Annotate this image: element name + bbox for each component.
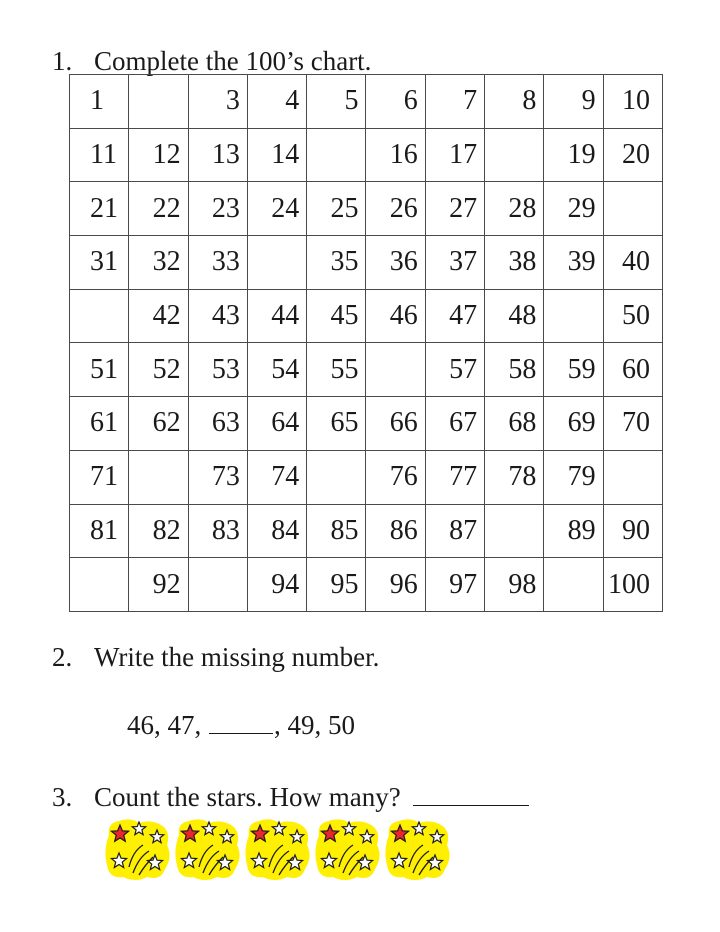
chart-cell: 61 xyxy=(70,397,129,451)
chart-cell: 86 xyxy=(366,504,425,558)
chart-cell: 6 xyxy=(366,75,425,129)
star-group-icon xyxy=(383,817,453,883)
star-group-icon xyxy=(173,817,243,883)
chart-cell: 73 xyxy=(188,450,247,504)
chart-cell: 100 xyxy=(603,558,662,612)
chart-row xyxy=(70,128,663,182)
chart-cell: 74 xyxy=(247,450,306,504)
chart-cell: 42 xyxy=(129,289,188,343)
chart-cell: 25 xyxy=(307,182,366,236)
chart-cell: 50 xyxy=(603,289,662,343)
sequence-after: , 49, 50 xyxy=(274,710,355,740)
chart-cell: 43 xyxy=(188,289,247,343)
star-group-icon xyxy=(313,817,383,883)
chart-cell: 65 xyxy=(307,397,366,451)
chart-cell: 28 xyxy=(485,182,544,236)
chart-cell: 85 xyxy=(307,504,366,558)
chart-cell: 84 xyxy=(247,504,306,558)
chart-cell: 14 xyxy=(247,128,306,182)
chart-cell: 68 xyxy=(485,397,544,451)
chart-cell: 66 xyxy=(366,397,425,451)
question-3-title xyxy=(52,782,529,812)
chart-cell: 83 xyxy=(188,504,247,558)
sequence-before: 46, 47, xyxy=(127,710,208,740)
chart-cell: 4 xyxy=(247,75,306,129)
chart-cell[interactable] xyxy=(70,289,129,343)
chart-cell: 36 xyxy=(366,236,425,290)
chart-row xyxy=(70,450,663,504)
chart-cell: 53 xyxy=(188,343,247,397)
chart-cell: 89 xyxy=(544,504,603,558)
question-3-number: 3. xyxy=(52,782,73,812)
chart-cell: 1 xyxy=(70,75,129,129)
star-group-icon xyxy=(103,817,173,883)
chart-cell[interactable] xyxy=(603,182,662,236)
chart-cell: 48 xyxy=(485,289,544,343)
chart-cell: 60 xyxy=(603,343,662,397)
chart-cell: 79 xyxy=(544,450,603,504)
chart-cell: 58 xyxy=(485,343,544,397)
chart-cell: 76 xyxy=(366,450,425,504)
chart-cell: 21 xyxy=(70,182,129,236)
chart-cell: 12 xyxy=(129,128,188,182)
hundreds-chart xyxy=(69,74,663,612)
chart-cell: 16 xyxy=(366,128,425,182)
chart-cell: 82 xyxy=(129,504,188,558)
chart-cell: 13 xyxy=(188,128,247,182)
star-group-icon xyxy=(243,817,313,883)
chart-cell: 97 xyxy=(425,558,484,612)
chart-cell: 3 xyxy=(188,75,247,129)
chart-cell: 59 xyxy=(544,343,603,397)
chart-cell: 24 xyxy=(247,182,306,236)
chart-cell: 95 xyxy=(307,558,366,612)
chart-cell: 37 xyxy=(425,236,484,290)
chart-cell: 64 xyxy=(247,397,306,451)
chart-cell[interactable] xyxy=(307,128,366,182)
star-count-blank[interactable] xyxy=(413,785,529,806)
number-sequence xyxy=(127,710,355,741)
chart-cell: 47 xyxy=(425,289,484,343)
chart-cell: 77 xyxy=(425,450,484,504)
chart-cell: 31 xyxy=(70,236,129,290)
chart-cell: 94 xyxy=(247,558,306,612)
chart-cell[interactable] xyxy=(366,343,425,397)
chart-cell: 98 xyxy=(485,558,544,612)
chart-cell: 69 xyxy=(544,397,603,451)
chart-cell: 52 xyxy=(129,343,188,397)
question-3-text: Count the stars. How many? xyxy=(94,782,401,812)
chart-row xyxy=(70,182,663,236)
chart-cell: 92 xyxy=(129,558,188,612)
chart-cell: 63 xyxy=(188,397,247,451)
chart-cell: 96 xyxy=(366,558,425,612)
chart-cell: 87 xyxy=(425,504,484,558)
chart-cell: 67 xyxy=(425,397,484,451)
chart-cell: 17 xyxy=(425,128,484,182)
chart-row xyxy=(70,236,663,290)
chart-cell: 32 xyxy=(129,236,188,290)
chart-cell: 26 xyxy=(366,182,425,236)
chart-cell: 71 xyxy=(70,450,129,504)
question-2-title xyxy=(52,642,379,672)
missing-number-blank[interactable] xyxy=(209,713,273,734)
chart-cell: 23 xyxy=(188,182,247,236)
chart-cell: 78 xyxy=(485,450,544,504)
chart-cell: 5 xyxy=(307,75,366,129)
chart-cell: 57 xyxy=(425,343,484,397)
chart-cell: 51 xyxy=(70,343,129,397)
chart-cell[interactable] xyxy=(307,450,366,504)
chart-cell: 90 xyxy=(603,504,662,558)
question-2-text: Write the missing number. xyxy=(94,642,380,672)
chart-cell: 38 xyxy=(485,236,544,290)
chart-cell: 22 xyxy=(129,182,188,236)
chart-cell: 70 xyxy=(603,397,662,451)
chart-cell[interactable] xyxy=(485,128,544,182)
chart-cell[interactable] xyxy=(188,558,247,612)
chart-row xyxy=(70,558,663,612)
chart-row xyxy=(70,397,663,451)
chart-cell: 8 xyxy=(485,75,544,129)
chart-cell: 27 xyxy=(425,182,484,236)
chart-cell: 19 xyxy=(544,128,603,182)
chart-cell: 55 xyxy=(307,343,366,397)
chart-cell[interactable] xyxy=(544,558,603,612)
chart-cell: 20 xyxy=(603,128,662,182)
question-1-text: Complete the 100’s chart. xyxy=(94,46,372,76)
chart-cell: 10 xyxy=(603,75,662,129)
chart-cell: 35 xyxy=(307,236,366,290)
chart-cell[interactable] xyxy=(129,75,188,129)
chart-row xyxy=(70,75,663,129)
chart-cell[interactable] xyxy=(129,450,188,504)
star-groups xyxy=(103,817,453,883)
chart-cell: 81 xyxy=(70,504,129,558)
chart-cell: 39 xyxy=(544,236,603,290)
chart-cell[interactable] xyxy=(544,289,603,343)
chart-cell: 9 xyxy=(544,75,603,129)
chart-cell: 45 xyxy=(307,289,366,343)
chart-cell: 29 xyxy=(544,182,603,236)
chart-cell: 62 xyxy=(129,397,188,451)
chart-cell[interactable] xyxy=(603,450,662,504)
chart-row xyxy=(70,343,663,397)
chart-row xyxy=(70,504,663,558)
chart-row xyxy=(70,289,663,343)
chart-cell[interactable] xyxy=(70,558,129,612)
chart-cell: 40 xyxy=(603,236,662,290)
chart-cell: 11 xyxy=(70,128,129,182)
question-1-title xyxy=(52,46,371,76)
chart-cell: 33 xyxy=(188,236,247,290)
question-2-number: 2. xyxy=(52,642,73,672)
chart-cell: 46 xyxy=(366,289,425,343)
chart-cell: 54 xyxy=(247,343,306,397)
chart-cell: 44 xyxy=(247,289,306,343)
chart-cell: 7 xyxy=(425,75,484,129)
chart-cell[interactable] xyxy=(247,236,306,290)
chart-cell[interactable] xyxy=(485,504,544,558)
question-1-number: 1. xyxy=(52,46,73,76)
